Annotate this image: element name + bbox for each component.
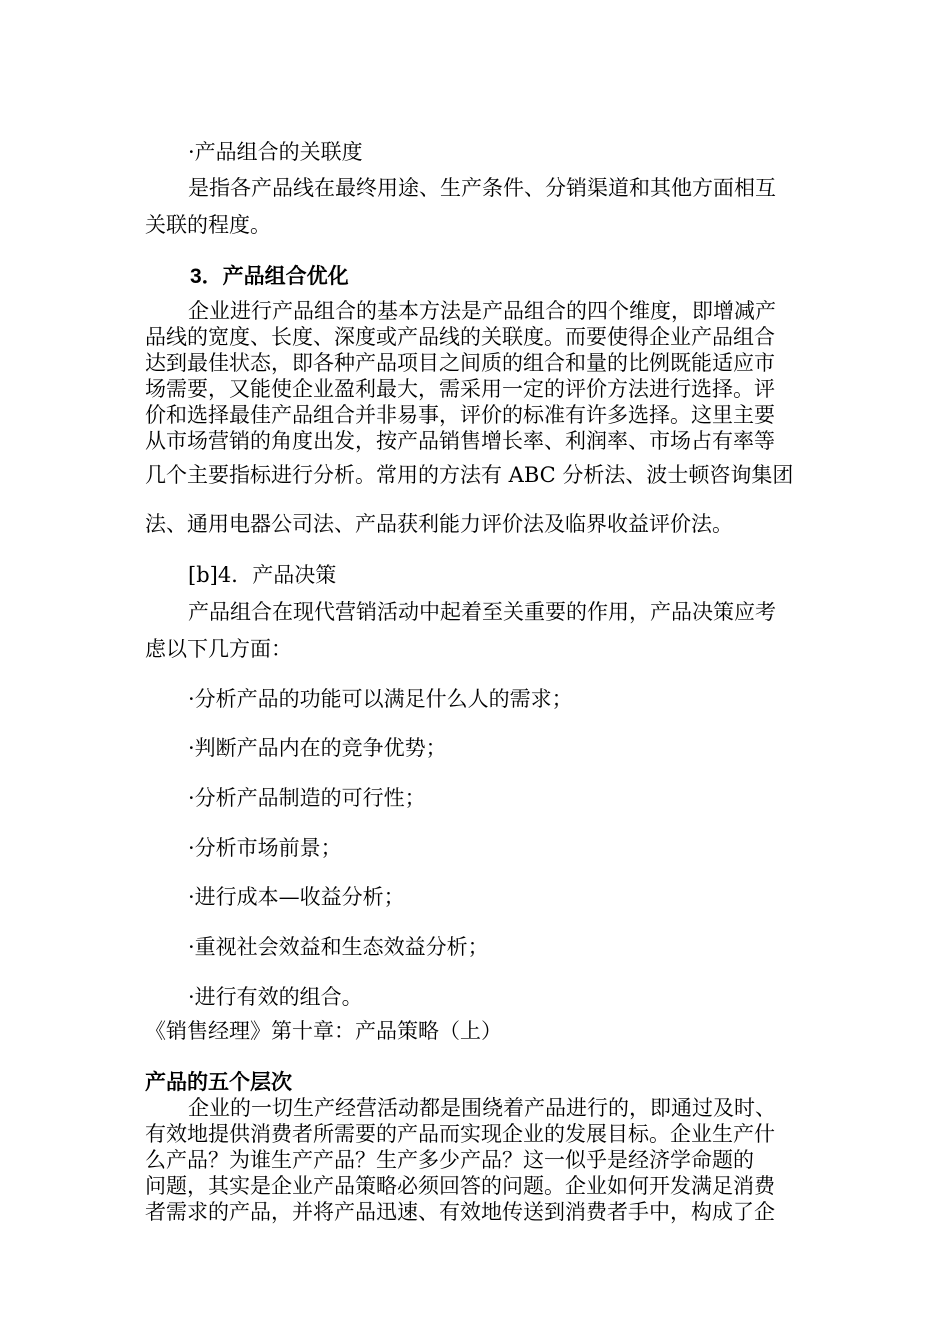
bullet-item: ·分析市场前景； <box>188 836 342 860</box>
chapter-title: 《销售经理》第十章：产品策略（上） <box>145 1019 502 1043</box>
paragraph-line: 达到最佳状态，即各种产品项目之间质的组合和量的比例既能适应市 <box>145 351 775 375</box>
bullet-item: ·判断产品内在的竞争优势； <box>188 736 447 760</box>
relevance-heading: ·产品组合的关联度 <box>188 140 363 164</box>
paragraph-line: 企业进行产品组合的基本方法是产品组合的四个维度，即增减产 <box>188 299 776 323</box>
paragraph-line: 品线的宽度、长度、深度或产品线的关联度。而要使得企业产品组合 <box>145 325 775 349</box>
decision-heading: [b]4．产品决策 <box>188 563 337 587</box>
paragraph-line: 场需要，又能使企业盈利最大，需采用一定的评价方法进行选择。评 <box>145 377 775 401</box>
paragraph-line: 价和选择最佳产品组合并非易事，评价的标准有许多选择。这里主要 <box>145 403 775 427</box>
paragraph-line: 企业的一切生产经营活动都是围绕着产品进行的，即通过及时、 <box>188 1096 776 1120</box>
bullet-item: ·进行有效的组合。 <box>188 985 363 1009</box>
paragraph-line: 从市场营销的角度出发，按产品销售增长率、利润率、市场占有率等 <box>145 429 775 453</box>
paragraph-line: 者需求的产品，并将产品迅速、有效地传送到消费者手中，构成了企 <box>145 1200 775 1224</box>
paragraph-line: 问题，其实是企业产品策略必须回答的问题。企业如何开发满足消费 <box>145 1174 775 1198</box>
paragraph-line: 几个主要指标进行分析。常用的方法有 ABC 分析法、波士顿咨询集团 <box>145 463 794 487</box>
paragraph-line: 虑以下几方面： <box>145 637 292 661</box>
paragraph-line: 法、通用电器公司法、产品获利能力评价法及临界收益评价法。 <box>145 512 733 536</box>
paragraph-line: 关联的程度。 <box>145 213 271 237</box>
bullet-item: ·重视社会效益和生态效益分析； <box>188 935 489 959</box>
levels-heading: 产品的五个层次 <box>145 1069 292 1094</box>
paragraph-line: 是指各产品线在最终用途、生产条件、分销渠道和其他方面相互 <box>188 176 776 200</box>
bullet-item: ·分析产品制造的可行性； <box>188 786 426 810</box>
bullet-item: ·进行成本—收益分析； <box>188 885 405 909</box>
paragraph-line: 产品组合在现代营销活动中起着至关重要的作用，产品决策应考 <box>188 600 776 624</box>
optimization-heading: 3．产品组合优化 <box>190 265 349 288</box>
paragraph-line: 么产品？为谁生产产品？生产多少产品？这一似乎是经济学命题的 <box>145 1148 754 1172</box>
paragraph-line: 有效地提供消费者所需要的产品而实现企业的发展目标。企业生产什 <box>145 1122 775 1146</box>
bullet-item: ·分析产品的功能可以满足什么人的需求； <box>188 687 573 711</box>
